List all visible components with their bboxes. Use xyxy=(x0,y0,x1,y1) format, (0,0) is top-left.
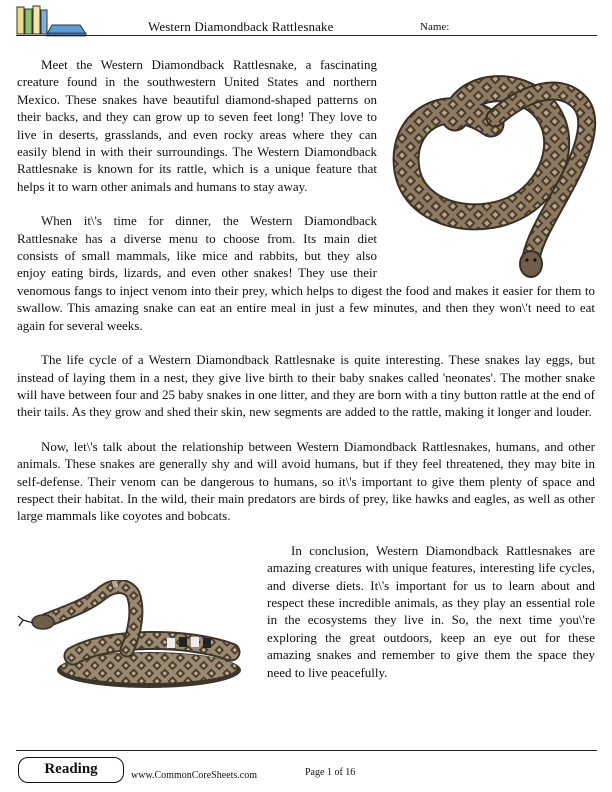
paragraph-diet: When it\'s time for dinner, the Western Diamondback Rattlesnake has a diverse menu to choose from. Its main diet consists of small mammals, like mice and rabbits, but they also enjoy eating birds, lizards, and even other snakes! They use their venomous fangs to inject venom into their prey, which helps to digest the food and makes it easier for them to swallow. This amazing snake can eat an entire meal in just a few minutes, and then they won\'t need to eat again for several weeks. xyxy=(17,213,595,333)
page-header xyxy=(0,0,612,36)
header-divider xyxy=(16,35,597,36)
footer-divider xyxy=(16,750,597,751)
worksheet-title: Western Diamondback Rattlesnake xyxy=(148,19,334,34)
rattlesnake-striking-image xyxy=(17,580,253,694)
books-icon xyxy=(16,5,88,37)
paragraph-relationships: Now, let\'s talk about the relationship between Western Diamondback Rattlesnakes, humans, and other animals. These snakes are generally shy and will avoid humans, but if they feel threatened, they may bite in self-defense. Their venom can be dangerous to humans, so it\'s important to give them plenty of space and respect their habitat. In the wild, their main predators are birds of prey, like hawks and eagles, as well as other large mammals like coyotes and bobcats. xyxy=(17,438,595,524)
paragraph-intro: Meet the Western Diamondback Rattlesnake, a fascinating creature found in the southwestern United States and northern Mexico. These snakes have beautiful diamond-shaped patterns on their backs, and they can grow up to seven feet long! They love to live in deserts, grasslands, and even rocky areas where they can easily blend in with their surroundings. The Western Diamondback Rattlesnake is known for its rattle, which is a unique feature that helps it to warn other animals and humans to stay away. xyxy=(17,57,377,194)
paragraph-conclusion: In conclusion, Western Diamondback Rattlesnakes are amazing creatures with unique features, interesting life cycles, and diverse diets. It\'s important for us to learn about and respect these incredible animals, as they play an essential role in the ecosystems they live in. So, the next time you\'re exploring the great outdoors, keep an eye out for these amazing snakes and remember to give them the space they need to live peacefully. xyxy=(267,542,595,680)
paragraph-life-cycle: The life cycle of a Western Diamondback Rattlesnake is quite interesting. These snakes lay eggs, but instead of laying them in a nest, they give live birth to their baby snakes called 'neonates'. The mother snake will have between four and 25 baby snakes in one litter, and they are born with a tiny button rattle at the end of their tails. As they grow and shed their skin, new segments are added to the rattle, making it longer and louder. xyxy=(17,352,595,420)
site-url: www.CommonCoreSheets.com xyxy=(131,770,258,781)
subject-badge: Reading xyxy=(18,757,124,783)
name-field-label: Name: xyxy=(420,21,450,33)
article-body xyxy=(17,56,595,698)
rattlesnake-coiled-image xyxy=(385,62,599,278)
page-number: Page 1 of 16 xyxy=(305,767,356,778)
